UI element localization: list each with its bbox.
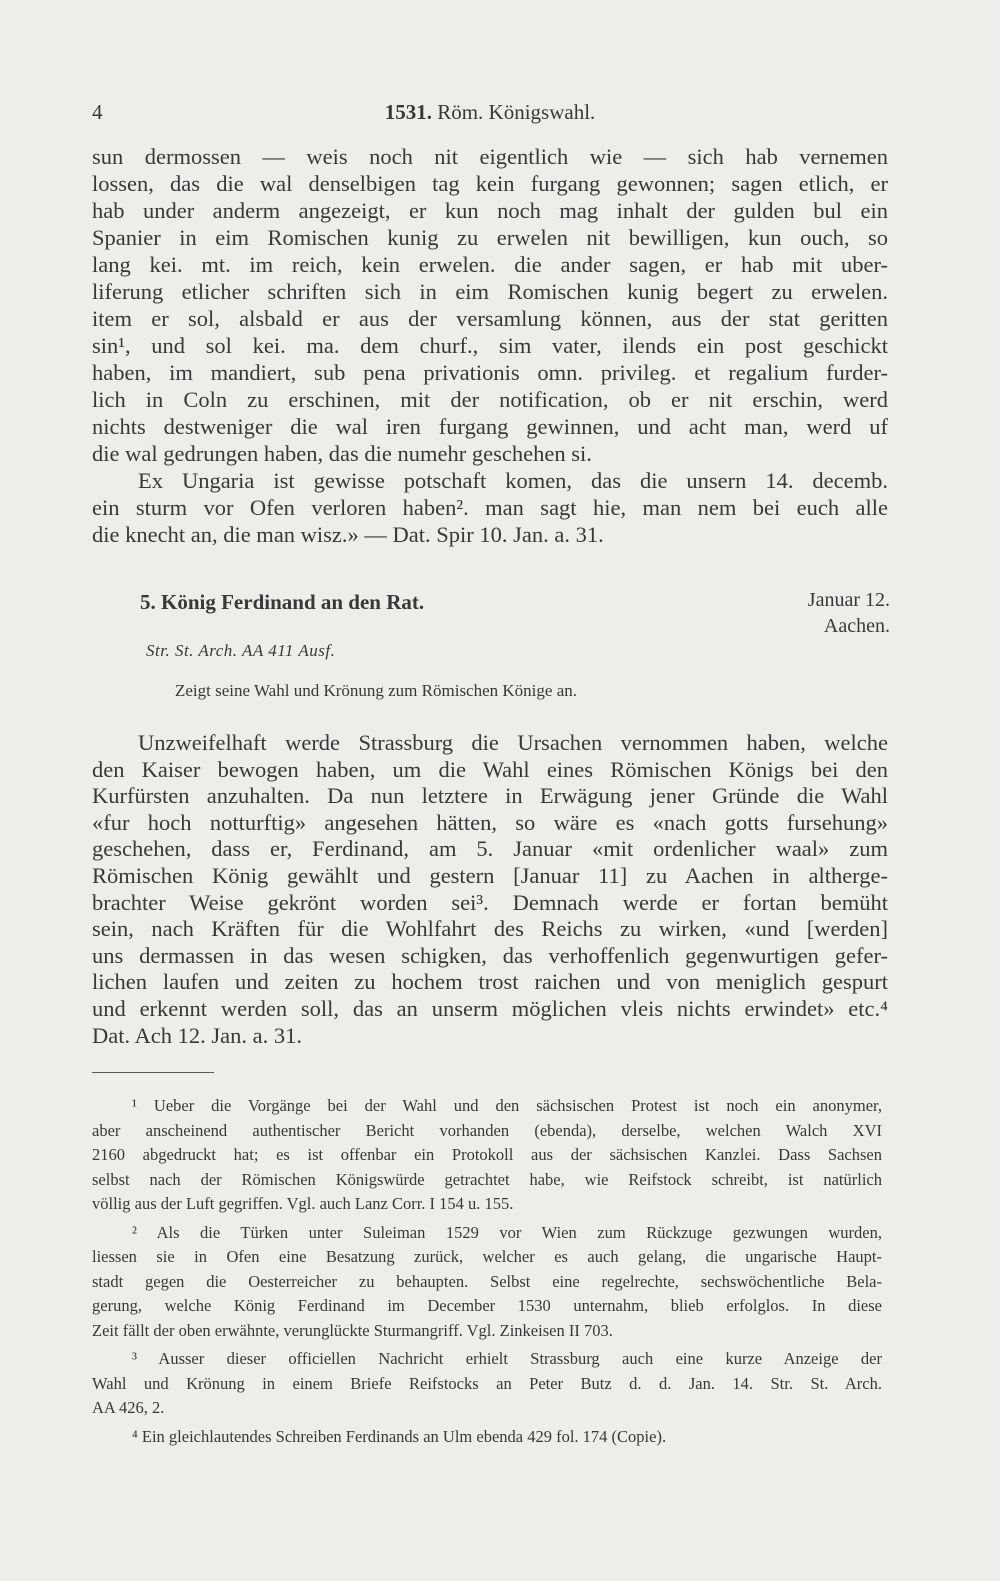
footnote-line: ¹ Ueber die Vorgänge bei der Wahl und den sächsischen Protest ist noch ein anonymer, [132,1096,882,1115]
footnote-line: gerung, welche König Ferdinand im December 1530 unternahm, blieb erfolglos. In diese [92,1296,882,1315]
running-title [92,100,888,125]
text-line: Unzweifelhaft werde Strassburg die Ursachen vernommen haben, welche [138,730,888,755]
text-line: sein, nach Kräften für die Wohlfahrt des Reichs zu wirken, «und [werden] [92,916,888,942]
footnotes [92,1094,882,1453]
previous-letter-text [92,143,888,548]
letter-heading: 5. König Ferdinand an den Rat. [140,590,425,614]
footnote-1 [92,1094,882,1217]
regest-summary: Zeigt seine Wahl und Krönung zum Römischen Könige an. [175,681,577,700]
text-line: lossen, das die wal denselbigen tag kein furgang gewonnen; sagen etlich, er [92,171,888,196]
footnote-line: ² Als die Türken unter Suleiman 1529 vor Wien zum Rückzuge gezwungen wurden, [132,1222,882,1242]
text-line: sin¹, und sol kei. ma. dem churf., sim vater, ilends ein post geschickt [92,333,888,358]
footnote-line: ⁴ Ein gleichlautendes Schreiben Ferdinands an Ulm ebenda 429 fol. 174 (Copie). [132,1426,667,1446]
text-line: die wal gedrungen haben, das die numehr geschehen si. [92,441,592,466]
text-line: lichen laufen und zeiten zu hochem trost raichen und von meniglich gespurt [92,969,888,995]
text-line: nichts destweniger die wal iren furgang gewinnen, und acht man, werd uf [92,414,888,439]
text-line: Ex Ungaria ist gewisse potschaft komen, das die unsern 14. decemb. [138,468,888,493]
footnote-3 [92,1347,882,1421]
text-line: item er sol, alsbald er aus der versamlung können, aus der stat geritten [92,306,888,331]
footnote-4 [92,1425,882,1450]
text-line: ein sturm vor Ofen verloren haben². man sagt hie, man nem bei euch alle [92,495,888,520]
running-header [92,100,888,130]
letter-body [92,730,888,1049]
footnote-line: liessen sie in Ofen eine Besatzung zurück, welcher es auch gelang, die ungarische Haupt- [92,1247,882,1266]
text-line: sun dermossen — weis noch nit eigentlich wie — sich hab vernemen [92,144,888,169]
footnote-line: selbst nach der Römischen Königswürde getrachtet habe, wie Reifstock schreibt, ist natürlich [92,1169,882,1189]
text-line: Kurfürsten anzuhalten. Da nun letztere in Erwägung jener Gründe die Wahl [92,783,888,809]
text-line: Dat. Ach 12. Jan. a. 31. [92,1022,302,1048]
footnote-line: ³ Ausser dieser officiellen Nachricht erhielt Strassburg auch eine kurze Anzeige der [132,1349,882,1368]
text-line: die knecht an, die man wisz.» — Dat. Spir 10. Jan. a. 31. [92,522,604,547]
archive-reference: Str. St. Arch. AA 411 Ausf. [146,641,336,660]
footnote-line: aber anscheinend authentischer Bericht vorhanden (ebenda), derselbe, welchen Walch XVI [92,1120,882,1140]
letter-place: Aachen. [823,615,890,637]
running-title-year: 1531. [384,100,432,124]
footnote-2 [92,1221,882,1344]
footnote-line: Wahl und Krönung in einem Briefe Reifstocks an Peter Butz d. d. Jan. 14. Str. St. Arch. [92,1373,882,1393]
text-line: Römischen König gewählt und gestern [Januar 11] zu Aachen in altherge- [92,862,888,888]
letter-date: Januar 12. [807,589,890,611]
text-line: «fur hoch notturftig» angesehen hätten, so wäre es «nach gotts fursehung» [92,809,888,835]
footnote-line: völlig aus der Luft gegriffen. Vgl. auch Lanz Corr. I 154 u. 155. [92,1194,514,1213]
running-title-text: Röm. Königswahl. [437,100,596,124]
text-line: haben, im mandiert, sub pena privationis omn. privileg. et regalium furder- [92,360,888,385]
page-number: 4 [92,100,103,124]
text-line: geschehen, dass er, Ferdinand, am 5. Januar «mit ordenlicher waal» zum [92,836,888,862]
text-line: den Kaiser bewogen haben, um die Wahl eines Römischen Königs bei den [92,756,888,782]
footnote-line: Zeit fällt der oben erwähnte, verunglückte Sturmangriff. Vgl. Zinkeisen II 703. [92,1320,613,1340]
text-line: lang kei. mt. im reich, kein erwelen. die ander sagen, er hab mit uber- [92,252,888,277]
text-line: uns dermassen in das wesen schigken, das verhoffenlich gegenwurtigen gefer- [92,942,888,968]
letter-date-place [808,587,890,639]
text-line: hab under anderm angezeigt, er kun noch mag inhalt der gulden bul ein [92,198,888,223]
text-line: Spanier in eim Romischen kunig zu erwelen nit bewilligen, kun ouch, so [92,225,888,250]
text-line: und erkennt werden soll, das an unserm möglichen vleis nichts erwindet» etc.⁴ [92,995,888,1021]
text-line: brachter Weise gekrönt worden sei³. Demnach werde er fortan bemüht [92,889,888,915]
footnote-line: AA 426, 2. [92,1398,165,1417]
text-line: liferung etlicher schriften sich in eim Romischen kunig begert zu erwelen. [92,279,888,304]
footnote-line: 2160 abgedruckt hat; es ist offenbar ein Protokoll aus der sächsischen Kanzlei. Dass Sachsen [92,1145,882,1164]
text-line: lich in Coln zu erschinen, mit der notification, ob er nit erschin, werd [92,387,888,412]
footnote-line: stadt gegen die Oesterreicher zu behaupten. Selbst eine regelrechte, sechswöchentliche Bela- [92,1271,882,1291]
footnote-divider [92,1072,214,1073]
